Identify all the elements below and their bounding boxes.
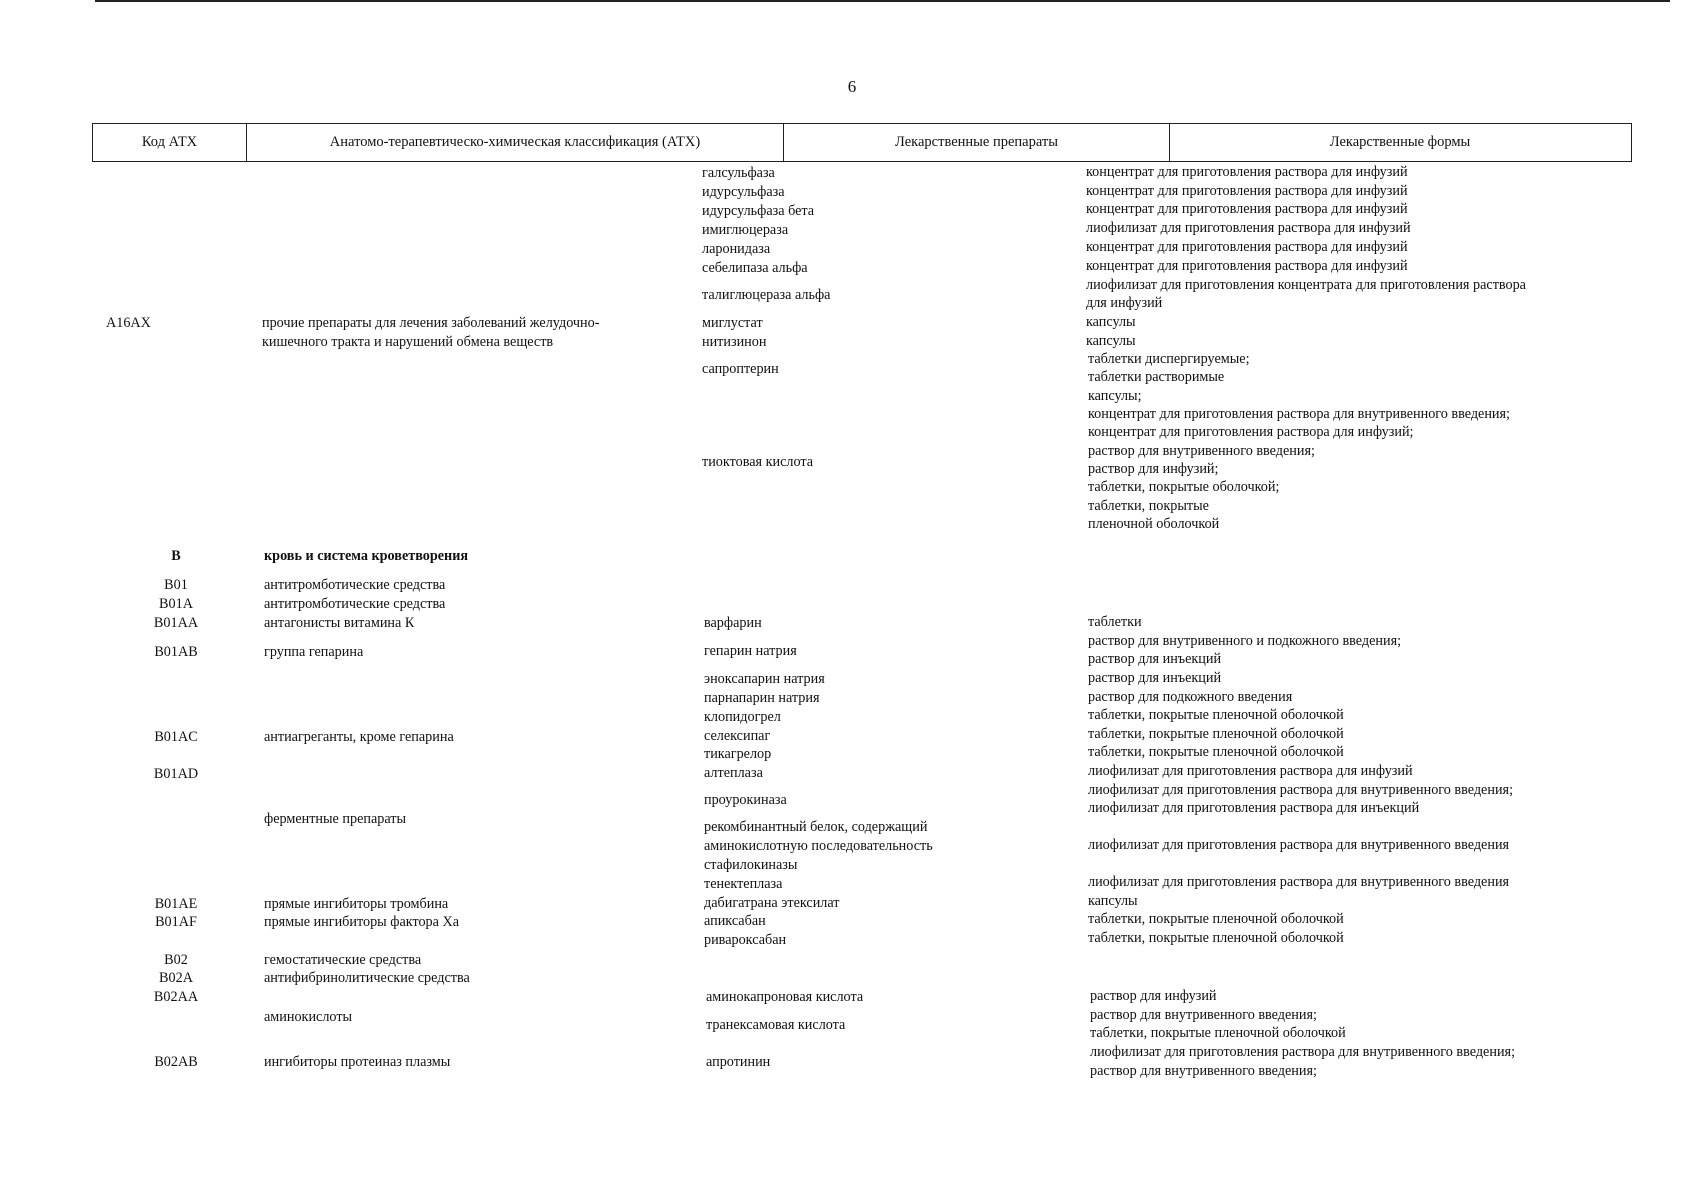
drug-name: тиоктовая кислота [702, 454, 814, 470]
drug-name: аминокислотную последовательность [704, 838, 933, 854]
dosage-form: лиофилизат для приготовления раствора для внутривенного введения [1088, 837, 1510, 853]
dosage-form: лиофилизат для приготовления раствора для внутривенного введения; [1088, 782, 1514, 798]
dosage-form: лиофилизат для приготовления раствора для внутривенного введения [1088, 874, 1510, 890]
dosage-form: лиофилизат для приготовления раствора для внутривенного введения; [1090, 1044, 1516, 1060]
atc-class: аминокислоты [264, 1009, 353, 1025]
dosage-form: раствор для инъекций [1088, 651, 1222, 667]
atc-code: B02AA [153, 989, 199, 1005]
dosage-form: таблетки [1088, 614, 1142, 630]
atc-code: B01 [164, 577, 188, 593]
drug-name: сапроптерин [702, 361, 779, 377]
drug-name: проурокиназа [704, 792, 787, 808]
dosage-form: концентрат для приготовления раствора для инфузий; [1088, 424, 1414, 440]
dosage-form: таблетки, покрытые пленочной оболочкой [1088, 911, 1344, 927]
dosage-form: раствор для инфузий [1090, 988, 1217, 1004]
dosage-form: таблетки диспергируемые; [1088, 351, 1250, 367]
dosage-form: лиофилизат для приготовления раствора для инфузий [1086, 220, 1411, 236]
drug-name: варфарин [704, 615, 762, 631]
drug-name: апиксабан [704, 913, 766, 929]
drug-name: нитизинон [702, 334, 767, 350]
dosage-form: раствор для внутривенного и подкожного введения; [1088, 633, 1402, 649]
atc-code: B02A [159, 970, 193, 986]
drug-name: идурсульфаза [702, 184, 785, 200]
dosage-form: капсулы [1088, 893, 1138, 909]
dosage-form: пленочной оболочкой [1088, 516, 1220, 532]
drug-name: галсульфаза [702, 165, 775, 181]
drug-name: парнапарин натрия [704, 690, 820, 706]
section-title: кровь и система кроветворения [264, 548, 469, 564]
drug-name: талиглюцераза альфа [702, 287, 831, 303]
drug-name: клопидогрел [704, 709, 781, 725]
atc-class: группа гепарина [264, 644, 364, 660]
drug-name: транексамовая кислота [706, 1017, 846, 1033]
dosage-form: лиофилизат для приготовления раствора для инъекций [1088, 800, 1420, 816]
section-code: B [171, 548, 181, 564]
atc-code: B01AD [153, 766, 199, 782]
atc-code: B01AA [153, 615, 199, 631]
dosage-form: таблетки, покрытые пленочной оболочкой [1088, 930, 1344, 946]
dosage-form: концентрат для приготовления раствора для инфузий [1086, 201, 1408, 217]
dosage-form: концентрат для приготовления раствора для инфузий [1086, 239, 1408, 255]
drug-name: ривароксабан [704, 932, 787, 948]
atc-class: ферментные препараты [264, 811, 407, 827]
atc-class: ингибиторы протеиназ плазмы [264, 1054, 451, 1070]
drug-name: апротинин [706, 1054, 771, 1070]
drug-name: эноксапарин натрия [704, 671, 825, 687]
dosage-form: концентрат для приготовления раствора для внутривенного введения; [1088, 406, 1510, 422]
atc-class: кишечного тракта и нарушений обмена веществ [262, 334, 554, 350]
dosage-form: для инфузий [1086, 295, 1163, 311]
page-top-rule [95, 0, 1670, 2]
header-forms: Лекарственные формы [1329, 134, 1471, 150]
dosage-form: раствор для подкожного введения [1088, 689, 1293, 705]
drug-name: аминокапроновая кислота [706, 989, 864, 1005]
dosage-form: раствор для внутривенного введения; [1088, 443, 1315, 459]
drug-name: селексипаг [704, 728, 771, 744]
atc-class: антиагреганты, кроме гепарина [264, 729, 454, 745]
dosage-form: раствор для инфузий; [1088, 461, 1219, 477]
drug-name: алтеплаза [704, 765, 763, 781]
atc-class: антифибринолитические средства [264, 970, 470, 986]
drug-name: тенектеплаза [704, 876, 783, 892]
atc-class: прямые ингибиторы тромбина [264, 896, 449, 912]
drug-name: гепарин натрия [704, 643, 797, 659]
table-header [92, 123, 1632, 162]
drug-name: имиглюцераза [702, 222, 789, 238]
dosage-form: таблетки растворимые [1088, 369, 1225, 385]
atc-class: гемостатические средства [264, 952, 422, 968]
atc-class: антагонисты витамина К [264, 615, 415, 631]
atc-code: B01A [159, 596, 193, 612]
dosage-form: концентрат для приготовления раствора для инфузий [1086, 258, 1408, 274]
dosage-form: таблетки, покрытые пленочной оболочкой [1088, 744, 1344, 760]
dosage-form: капсулы; [1088, 388, 1142, 404]
dosage-form: раствор для внутривенного введения; [1090, 1007, 1317, 1023]
atc-code: B01AC [154, 729, 198, 745]
drug-name: дабигатрана этексилат [704, 895, 840, 911]
dosage-form: таблетки, покрытые пленочной оболочкой [1090, 1025, 1346, 1041]
dosage-form: таблетки, покрытые пленочной оболочкой [1088, 726, 1344, 742]
dosage-form: таблетки, покрытые [1088, 498, 1209, 514]
atc-class: антитромботические средства [264, 596, 446, 612]
drug-name: тикагрелор [704, 746, 772, 762]
dosage-form: лиофилизат для приготовления раствора для инфузий [1088, 763, 1413, 779]
drug-name: миглустат [702, 315, 763, 331]
drug-name: себелипаза альфа [702, 260, 808, 276]
atc-code: A16AX [106, 315, 151, 331]
atc-class: прочие препараты для лечения заболеваний желудочно- [262, 315, 600, 331]
dosage-form: концентрат для приготовления раствора для инфузий [1086, 183, 1408, 199]
drug-name: идурсульфаза бета [702, 203, 815, 219]
atc-code: B01AB [154, 644, 198, 660]
dosage-form: лиофилизат для приготовления концентрата для приготовления раствора [1086, 277, 1526, 293]
drug-name: ларонидаза [702, 241, 771, 257]
dosage-form: таблетки, покрытые оболочкой; [1088, 479, 1280, 495]
dosage-form: раствор для внутривенного введения; [1090, 1063, 1317, 1079]
header-drugs: Лекарственные препараты [894, 134, 1058, 150]
atc-class: антитромботические средства [264, 577, 446, 593]
drug-name: рекомбинантный белок, содержащий [704, 819, 928, 835]
page-number: 6 [847, 77, 857, 96]
header-code: Код АТХ [141, 134, 198, 150]
header-classification: Анатомо-терапевтическо-химическая классификация (АТХ) [329, 134, 701, 150]
atc-code: B02 [164, 952, 188, 968]
atc-code: B01AE [154, 896, 198, 912]
atc-code: B01AF [155, 914, 197, 930]
drug-name: стафилокиназы [704, 857, 798, 873]
dosage-form: раствор для инъекций [1088, 670, 1222, 686]
atc-code: B02AB [154, 1054, 198, 1070]
dosage-form: капсулы [1086, 333, 1136, 349]
dosage-form: концентрат для приготовления раствора для инфузий [1086, 164, 1408, 180]
dosage-form: таблетки, покрытые пленочной оболочкой [1088, 707, 1344, 723]
atc-class: прямые ингибиторы фактора Ха [264, 914, 460, 930]
dosage-form: капсулы [1086, 314, 1136, 330]
